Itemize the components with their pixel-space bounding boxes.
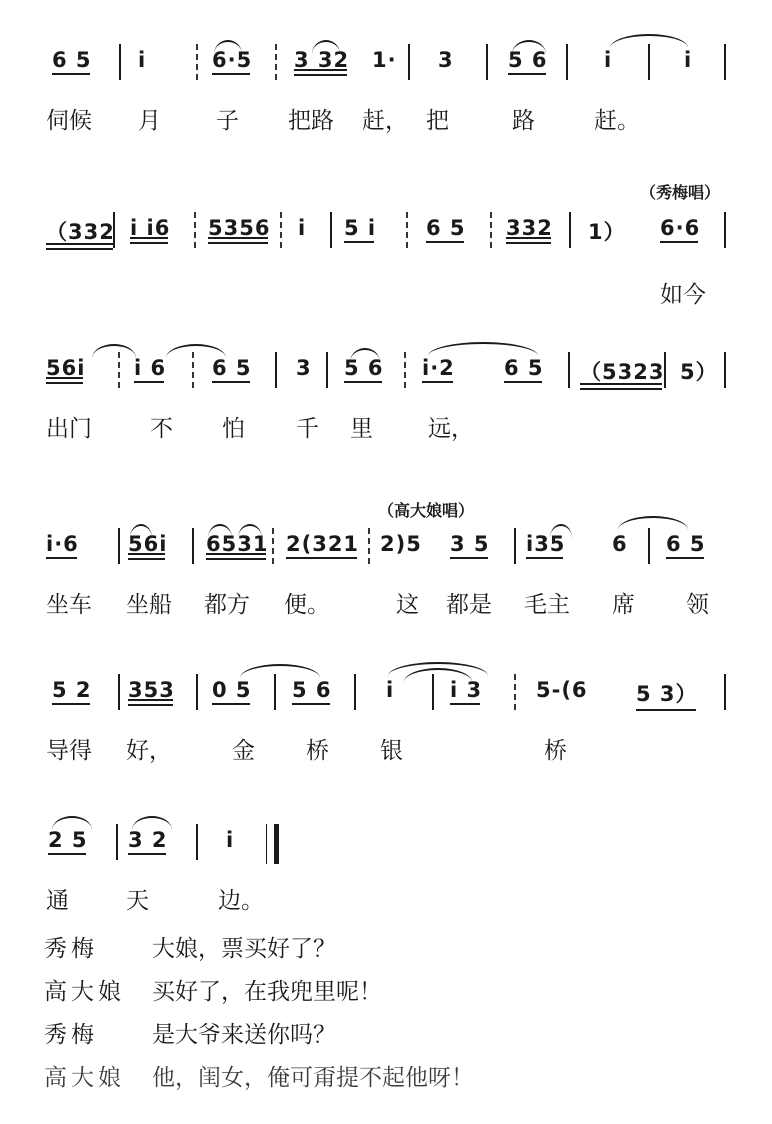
- notation-row: [0, 524, 772, 564]
- dialogue-line: [44, 1016, 744, 1059]
- dialogue-text: 是大爷来送你吗？: [152, 1022, 336, 1048]
- barline: [118, 352, 120, 388]
- note-group: 56i: [46, 356, 86, 380]
- lyric: 天: [126, 888, 149, 914]
- lyric: 路: [512, 108, 535, 134]
- lyric: 坐船: [126, 592, 172, 618]
- note-group: i: [298, 216, 307, 240]
- note-group: 6 5: [212, 356, 252, 380]
- lyric: 把: [426, 108, 449, 134]
- barline: [566, 44, 568, 80]
- barline: [266, 824, 267, 864]
- barline: [116, 824, 118, 860]
- lyrics-row: [0, 882, 772, 922]
- note-group: 1）: [588, 220, 626, 244]
- barline: [404, 352, 406, 388]
- lyric: 赶。: [594, 108, 640, 134]
- barline: [192, 352, 194, 388]
- note-group: 5）: [680, 360, 718, 384]
- note-group: i35: [526, 532, 566, 556]
- notation-row: [0, 820, 772, 860]
- dialogue-text: 他，闺女，俺可甭提不起他呀！: [152, 1065, 474, 1091]
- barline: [354, 674, 356, 710]
- note-group: （5323: [580, 356, 664, 386]
- dialogue-line: [44, 1059, 744, 1102]
- note-group: 3: [438, 48, 454, 72]
- note-group: i: [226, 828, 235, 852]
- lyric: 远，: [428, 416, 474, 442]
- lyric: 怕: [222, 416, 245, 442]
- barline: [326, 352, 328, 388]
- lyric: 通: [46, 888, 69, 914]
- dialogue-text: 买好了，在我兜里呢！: [152, 979, 382, 1005]
- note-group: 6: [612, 532, 628, 556]
- note-group: i 3: [450, 678, 483, 702]
- note-group: 3 32: [294, 48, 350, 72]
- note-group: 332: [506, 216, 553, 240]
- barline: [724, 44, 726, 80]
- note-group: 2)5: [380, 532, 422, 556]
- lyric: 席: [612, 592, 635, 618]
- lyric: 都是: [446, 592, 492, 618]
- barline: [119, 44, 121, 80]
- lyric: 不: [150, 416, 173, 442]
- singer-tag: （高大娘唱）: [378, 501, 475, 520]
- lyric: 子: [216, 108, 239, 134]
- barline: [196, 44, 198, 80]
- barline: [368, 528, 370, 564]
- barline: [192, 528, 194, 564]
- barline: [724, 212, 726, 248]
- note-group: 6 5: [666, 532, 706, 556]
- lyric: 伺候: [46, 108, 92, 134]
- barline: [118, 674, 120, 710]
- score-system-6: [0, 820, 772, 940]
- score-system-3: [0, 348, 772, 468]
- dialogue-line: [44, 930, 744, 973]
- lyric: 导得: [46, 738, 92, 764]
- lyrics-row: [0, 276, 772, 316]
- lyric: 银: [380, 738, 403, 764]
- note-group: 5 6: [344, 356, 384, 380]
- barline: [406, 212, 408, 248]
- notation-row: [0, 208, 772, 248]
- barline: [568, 352, 570, 388]
- barline: [490, 212, 492, 248]
- lyric: 都方: [204, 592, 250, 618]
- lyric: 千: [296, 416, 319, 442]
- barline: [724, 352, 726, 388]
- barline: [514, 528, 516, 564]
- note-group: i·2: [422, 356, 455, 380]
- note-group: 5 i: [344, 216, 377, 240]
- barline: [118, 528, 120, 564]
- note-group: 0 5: [212, 678, 252, 702]
- barline: [272, 528, 274, 564]
- note-group: 6 5: [52, 48, 92, 72]
- note-group: 353: [128, 678, 175, 702]
- note-group: i·6: [46, 532, 79, 556]
- note-group: 6 5: [504, 356, 544, 380]
- dialogue-block: [44, 930, 744, 1102]
- slur: [428, 342, 538, 356]
- note-group: 56i: [128, 532, 168, 556]
- lyric: 好，: [126, 738, 172, 764]
- lyric: 便。: [284, 592, 330, 618]
- note-group: i: [386, 678, 395, 702]
- lyrics-row: [0, 732, 772, 772]
- dialogue-text: 大娘，票买好了？: [152, 936, 336, 962]
- slur: [618, 516, 688, 530]
- note-group: 5 3）: [636, 678, 698, 708]
- speaker-name: 秀梅: [44, 936, 98, 962]
- barline: [486, 44, 488, 80]
- barline: [113, 212, 115, 248]
- barline: [330, 212, 332, 248]
- note-group: 5 2: [52, 678, 92, 702]
- dialogue-line: [44, 973, 744, 1016]
- score-system-4: [0, 501, 772, 644]
- lyric: 坐车: [46, 592, 92, 618]
- note-group: i: [684, 48, 693, 72]
- lyric: 桥: [306, 738, 329, 764]
- lyric: 这: [396, 592, 419, 618]
- notation-row: [0, 40, 772, 80]
- lyrics-row: [0, 586, 772, 626]
- barline: [432, 674, 434, 710]
- note-group: 3 5: [450, 532, 490, 556]
- lyric: 桥: [544, 738, 567, 764]
- notation-row: [0, 348, 772, 388]
- note-group: i i6: [130, 216, 171, 240]
- speaker-name: 秀梅: [44, 1022, 98, 1048]
- barline: [196, 824, 198, 860]
- lyric: 里: [350, 416, 373, 442]
- lyrics-row: [0, 102, 772, 142]
- note-group: 6 5: [426, 216, 466, 240]
- note-group: 2 5: [48, 828, 88, 852]
- note-group: 3: [296, 356, 312, 380]
- slur: [92, 344, 136, 358]
- barline: [514, 674, 516, 710]
- lyric: 金: [232, 738, 255, 764]
- lyric: 毛主: [524, 592, 570, 618]
- barline: [408, 44, 410, 80]
- lyric: 如今: [660, 282, 706, 308]
- barline: [275, 44, 277, 80]
- score-system-1: [0, 40, 772, 160]
- barline: [280, 212, 282, 248]
- note-group: 6·6: [660, 216, 701, 240]
- score-system-5: [0, 670, 772, 790]
- lyric: 赶，: [362, 108, 408, 134]
- note-group: i: [604, 48, 613, 72]
- barline: [275, 352, 277, 388]
- note-group: i 6: [134, 356, 167, 380]
- final-barline: [274, 824, 279, 864]
- slur: [240, 664, 320, 678]
- note-group: 5 6: [508, 48, 548, 72]
- notation-row: [0, 670, 772, 710]
- score-system-2: [0, 183, 772, 314]
- lyric: 把路: [288, 108, 334, 134]
- note-group: 5-(6: [536, 678, 588, 702]
- note-group: 2(321: [286, 532, 360, 556]
- note-group: i: [138, 48, 147, 72]
- barline: [724, 674, 726, 710]
- note-group: 5 6: [292, 678, 332, 702]
- lyric: 出门: [46, 416, 92, 442]
- note-group: 1·: [372, 48, 397, 72]
- barline: [648, 44, 650, 80]
- lyric: 领: [686, 592, 709, 618]
- note-group: 3 2: [128, 828, 168, 852]
- speaker-name: 高大娘: [44, 979, 125, 1005]
- lyric: 边。: [218, 888, 264, 914]
- lyrics-row: [0, 410, 772, 450]
- barline: [648, 528, 650, 564]
- speaker-name: 高大娘: [44, 1065, 125, 1091]
- note-group: 6·5: [212, 48, 253, 72]
- note-group: 6531: [206, 532, 269, 556]
- note-group: 5356: [208, 216, 271, 240]
- barline: [569, 212, 571, 248]
- note-group: （332: [46, 216, 115, 246]
- singer-tag: （秀梅唱）: [640, 183, 721, 202]
- barline: [196, 674, 198, 710]
- barline: [664, 352, 666, 388]
- lyric: 月: [138, 108, 161, 134]
- barline: [194, 212, 196, 248]
- barline: [274, 674, 276, 710]
